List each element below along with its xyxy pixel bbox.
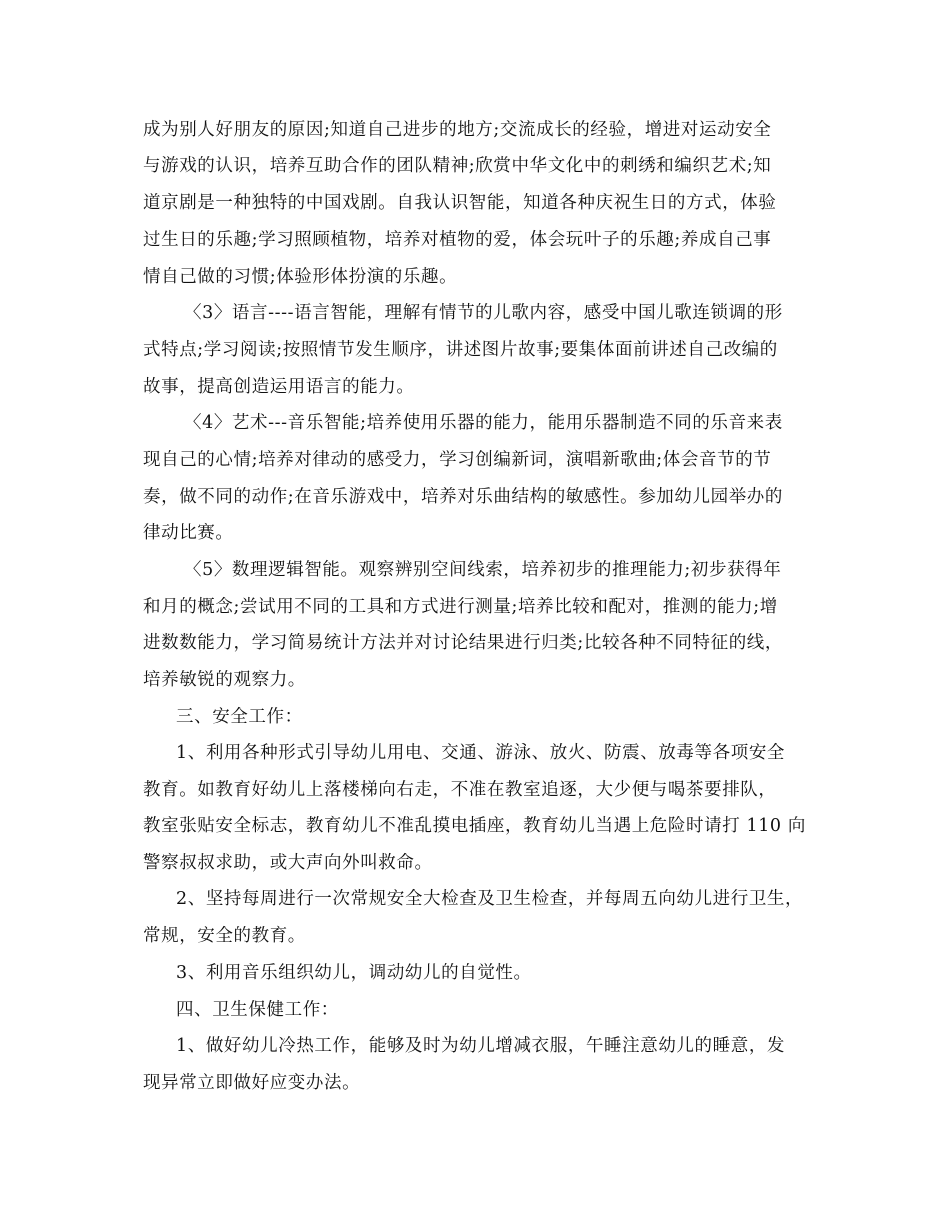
text-line-11: 奏，做不同的动作;在音乐游戏中，培养对乐曲结构的敏感性。参加幼儿园举办的: [143, 487, 783, 507]
section-heading-safety: 三、安全工作：: [176, 707, 303, 727]
text-line-22: 2、坚持每周进行一次常规安全大检查及卫生检查，并每周五向幼儿进行卫生，: [176, 889, 804, 909]
text-line-7: 式特点;学习阅读;按照情节发生顺序，讲述图片故事;要集体面前讲述自己改编的: [143, 340, 778, 360]
section-heading-health: 四、卫生保健工作：: [176, 1000, 339, 1020]
text-line-21: 警察叔叔求助，或大声向外叫救命。: [143, 853, 433, 873]
text-line-1: 成为别人好朋友的原因;知道自己进步的地方;交流成长的经验，增进对运动安全: [143, 120, 772, 140]
text-line-10: 现自己的心情;培养对律动的感受力，学习创编新词，演唱新歌曲;体会音节的节: [143, 450, 772, 470]
text-line-13: 〈5〉数理逻辑智能。观察辨别空间线索，培养初步的推理能力;初步获得年: [184, 560, 782, 580]
text-line-23: 常规，安全的教育。: [143, 926, 306, 946]
text-line-8: 故事，提高创造运用语言的能力。: [143, 377, 415, 397]
text-line-15: 进数数能力，学习简易统计方法并对讨论结果进行归类;比较各种不同特征的线，: [143, 633, 783, 653]
text-line-19: 教育。如教育好幼儿上落楼梯向右走，不准在教室追逐，大少便与喝茶要排队，: [143, 780, 777, 800]
text-line-3: 道京剧是一种独特的中国戏剧。自我认识智能，知道各种庆祝生日的方式，体验: [143, 193, 777, 213]
text-line-18: 1、利用各种形式引导幼儿用电、交通、游泳、放火、防震、放毒等各项安全: [176, 743, 786, 763]
text-line-24: 3、利用音乐组织幼儿，调动幼儿的自觉性。: [176, 963, 532, 983]
text-line-14: 和月的概念;尝试用不同的工具和方式进行测量;培养比较和配对，推测的能力;增: [143, 597, 778, 617]
text-line-4: 过生日的乐趣;学习照顾植物，培养对植物的爱，体会玩叶子的乐趣;养成自己事: [143, 230, 772, 250]
text-line-26: 1、做好幼儿冷热工作，能够及时为幼儿增减衣服，午睡注意幼儿的睡意，发: [176, 1036, 786, 1056]
text-line-12: 律动比赛。: [143, 523, 234, 543]
text-line-2: 与游戏的认识，培养互助合作的团队精神;欣赏中华文化中的刺绣和编织艺术;知: [143, 156, 772, 176]
text-line-16: 培养敏锐的观察力。: [143, 670, 306, 690]
text-line-5: 情自己做的习惯;体验形体扮演的乐趣。: [143, 267, 458, 287]
text-line-9: 〈4〉艺术---音乐智能;培养使用乐器的能力，能用乐器制造不同的乐音来表: [184, 413, 783, 433]
text-line-27: 现异常立即做好应变办法。: [143, 1073, 361, 1093]
text-line-20: 教室张贴安全标志，教育幼儿不准乱摸电插座，教育幼儿当遇上危险时请打 110 向: [143, 816, 806, 836]
text-line-6: 〈3〉语言----语言智能，理解有情节的儿歌内容，感受中国儿歌连锁调的形: [184, 303, 783, 323]
